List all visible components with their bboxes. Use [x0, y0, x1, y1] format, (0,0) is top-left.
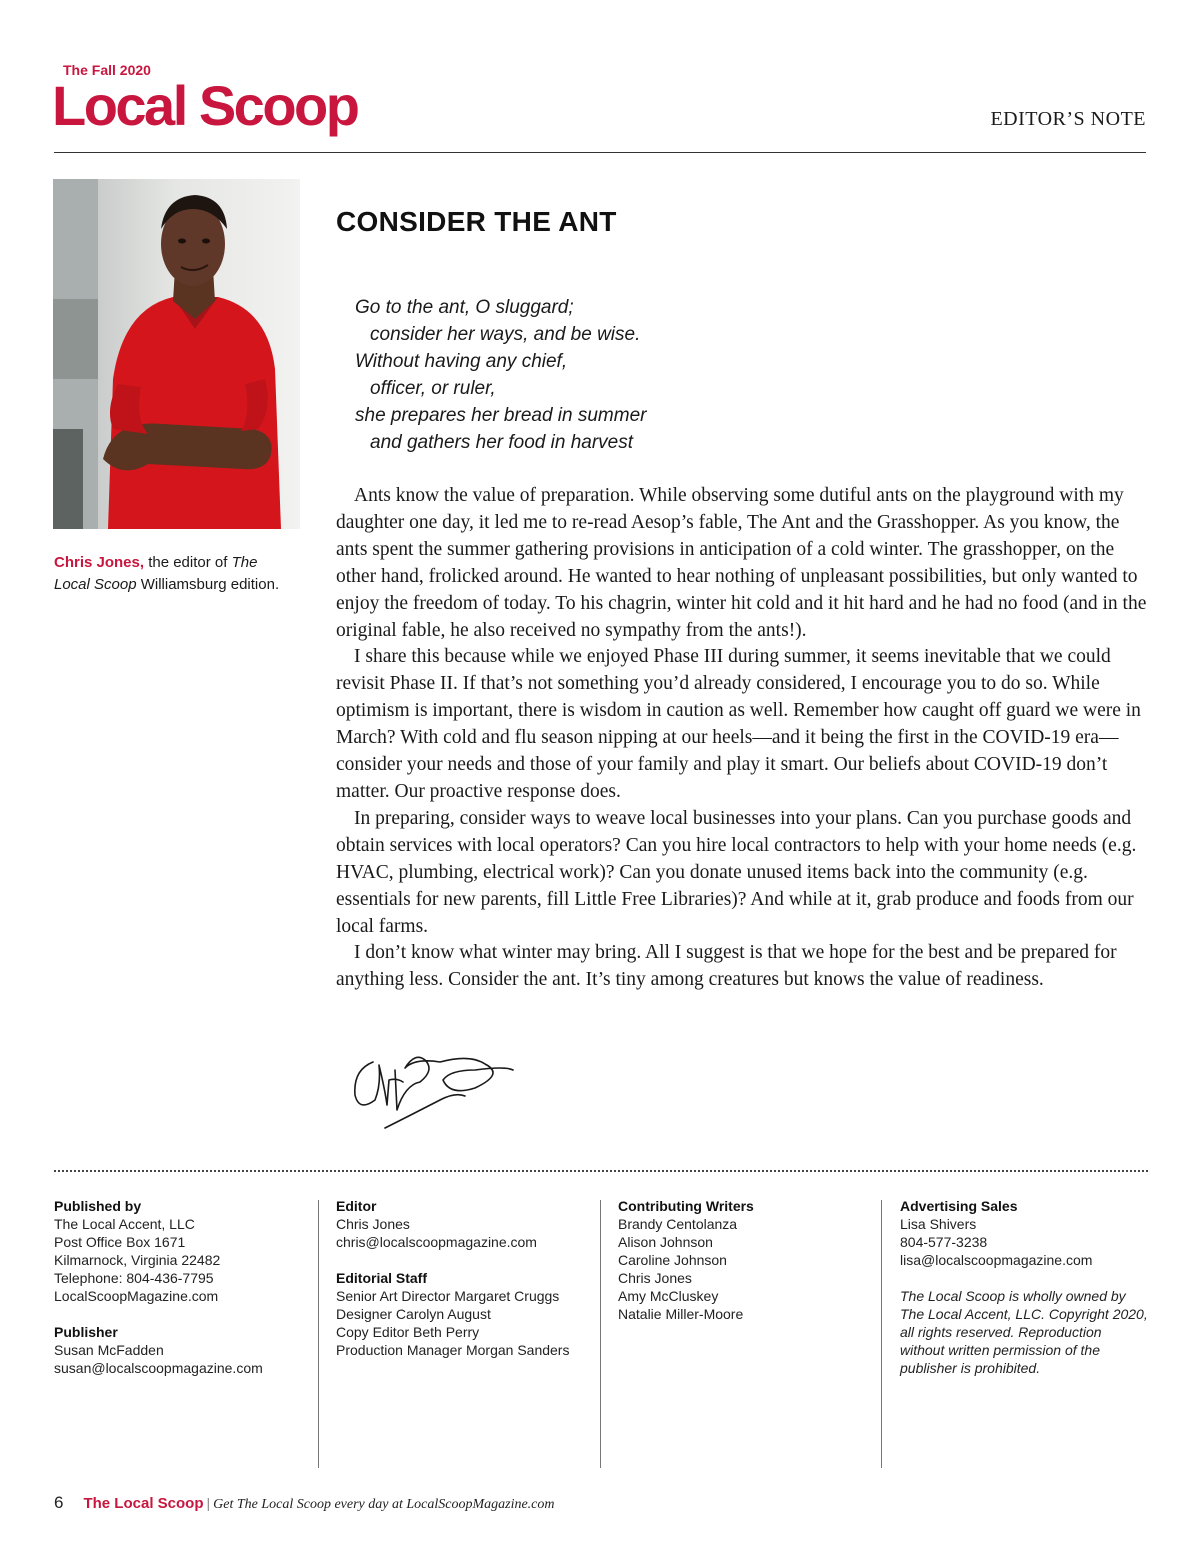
staff-line: Kilmarnock, Virginia 22482 — [54, 1252, 221, 1268]
staff-column-editorial — [336, 1197, 569, 1359]
staff-heading: Publisher — [54, 1324, 118, 1340]
column-divider — [881, 1200, 882, 1468]
poem-line: officer, or ruler, — [370, 378, 496, 399]
staff-line: Natalie Miller-Moore — [618, 1306, 744, 1322]
staff-column-publishing — [54, 1197, 263, 1377]
editor-portrait-illustration — [53, 179, 300, 529]
staff-line: Amy McCluskey — [618, 1288, 719, 1304]
staff-line: Designer Carolyn August — [336, 1306, 491, 1322]
staff-line: Caroline Johnson — [618, 1252, 727, 1268]
staff-link[interactable]: LocalScoopMagazine.com — [54, 1288, 219, 1304]
poem-line: consider her ways, and be wise. — [370, 324, 641, 345]
poem-line: she prepares her bread in summer — [355, 405, 647, 426]
staff-email[interactable]: lisa@localscoopmagazine.com — [900, 1252, 1093, 1268]
staff-line: Chris Jones — [336, 1216, 410, 1232]
staff-line: Production Manager Morgan Sanders — [336, 1342, 570, 1358]
poem-line: Go to the ant, O sluggard; — [355, 297, 574, 318]
editor-photo — [53, 179, 300, 529]
article-paragraph: In preparing, consider ways to weave local businesses into your plans. Can you purchase goods and obtain services with local operators? Can you hire local contractors to help with your home needs (e.g. HVAC, plumbing, electrical work)? Can you donate unused items back into the community (e.g. essentials for new parents, fill Little Free Libraries)? And while at it, grab produce and foods from our local farms. — [336, 807, 1137, 937]
column-divider — [600, 1200, 601, 1468]
caption-text: the editor of — [144, 554, 232, 571]
column-divider — [318, 1200, 319, 1468]
caption-publication: The Local Scoop — [54, 554, 258, 593]
staff-line: Copy Editor Beth Perry — [336, 1324, 480, 1340]
footer-tagline: Get The Local Scoop every day at LocalScoopMagazine.com — [213, 1497, 555, 1512]
staff-line: Brandy Centolanza — [618, 1216, 738, 1232]
ownership-note-line: The Local Accent, LLC. Copyright 2020, — [900, 1306, 1148, 1322]
article-body — [336, 483, 1148, 994]
staff-divider — [54, 1170, 1148, 1172]
caption-text-end: Williamsburg edition. — [136, 576, 280, 593]
staff-column-advertising — [900, 1197, 1148, 1377]
staff-line: Senior Art Director Margaret Cruggs — [336, 1288, 560, 1304]
epigraph-poem — [355, 294, 646, 456]
staff-line: Telephone: 804-436-7795 — [54, 1270, 214, 1286]
masthead-edition: The Fall 2020 — [63, 62, 151, 78]
article-paragraph: I don’t know what winter may bring. All I suggest is that we hope for the best and be prepared for anything less. Consider the ant. It’s tiny among creatures but knows the value of readiness. — [336, 942, 1117, 991]
staff-heading: Published by — [54, 1198, 142, 1214]
poem-line: Without having any chief, — [355, 351, 568, 372]
article-paragraph: I share this because while we enjoyed Phase III during summer, it seems inevitable that we could revisit Phase II. If that’s not something you’d already considered, I encourage you to do so. While optimism is important, there is wisdom in caution as well. Remember how caught off guard we were in March? With cold and flu season nipping at our heels—and it being the first in the COVID-19 era—consider your needs and those of your family and play it smart. Our beliefs about COVID-19 don’t matter. Our proactive response does. — [336, 646, 1141, 802]
staff-heading: Contributing Writers — [618, 1198, 754, 1214]
ownership-note-line: without written permission of the — [900, 1342, 1100, 1358]
staff-heading: Editorial Staff — [336, 1270, 428, 1286]
staff-heading: Editor — [336, 1198, 377, 1214]
staff-email[interactable]: chris@localscoopmagazine.com — [336, 1234, 537, 1250]
staff-column-writers — [618, 1197, 754, 1323]
photo-caption — [54, 552, 284, 596]
caption-name: Chris Jones, — [54, 554, 145, 571]
staff-line: Alison Johnson — [618, 1234, 713, 1250]
staff-line: Chris Jones — [618, 1270, 692, 1286]
staff-email[interactable]: susan@localscoopmagazine.com — [54, 1360, 263, 1376]
masthead-logo: Local Scoop — [52, 74, 358, 137]
page-footer — [54, 1493, 555, 1513]
poem-line: and gathers her food in harvest — [370, 432, 634, 453]
editor-signature — [345, 1040, 520, 1135]
footer-separator: | — [206, 1495, 211, 1511]
article-paragraph: Ants know the value of preparation. While observing some dutiful ants on the playground with my daughter one day, it led me to re-read Aesop’s fable, The Ant and the Grasshopper. As you know, the ants spent the summer gathering provisions in anticipation of a cold winter. The grasshopper, on the other hand, frolicked around. He wanted to hear nothing of unpleasant possibilities, but only wanted to enjoy the freedom of today. To his chagrin, winter hit cold and it hit hard and he had no food (and in the original fable, he also received no sympathy from the ants!). — [336, 485, 1147, 641]
footer-brand: The Local Scoop — [83, 1495, 204, 1512]
staff-heading: Advertising Sales — [900, 1198, 1018, 1214]
staff-line: The Local Accent, LLC — [54, 1216, 195, 1232]
staff-line: Lisa Shivers — [900, 1216, 977, 1232]
article-headline: CONSIDER THE ANT — [336, 206, 617, 237]
staff-line: Post Office Box 1671 — [54, 1234, 186, 1250]
ownership-note-line: The Local Scoop is wholly owned by — [900, 1288, 1126, 1304]
ownership-note-line: publisher is prohibited. — [900, 1360, 1041, 1376]
section-label: EDITOR’S NOTE — [990, 108, 1146, 130]
staff-phone: 804-577-3238 — [900, 1234, 988, 1250]
header-divider — [54, 152, 1146, 153]
ownership-note-line: all rights reserved. Reproduction — [900, 1324, 1102, 1340]
page-number: 6 — [54, 1493, 64, 1512]
staff-line: Susan McFadden — [54, 1342, 164, 1358]
